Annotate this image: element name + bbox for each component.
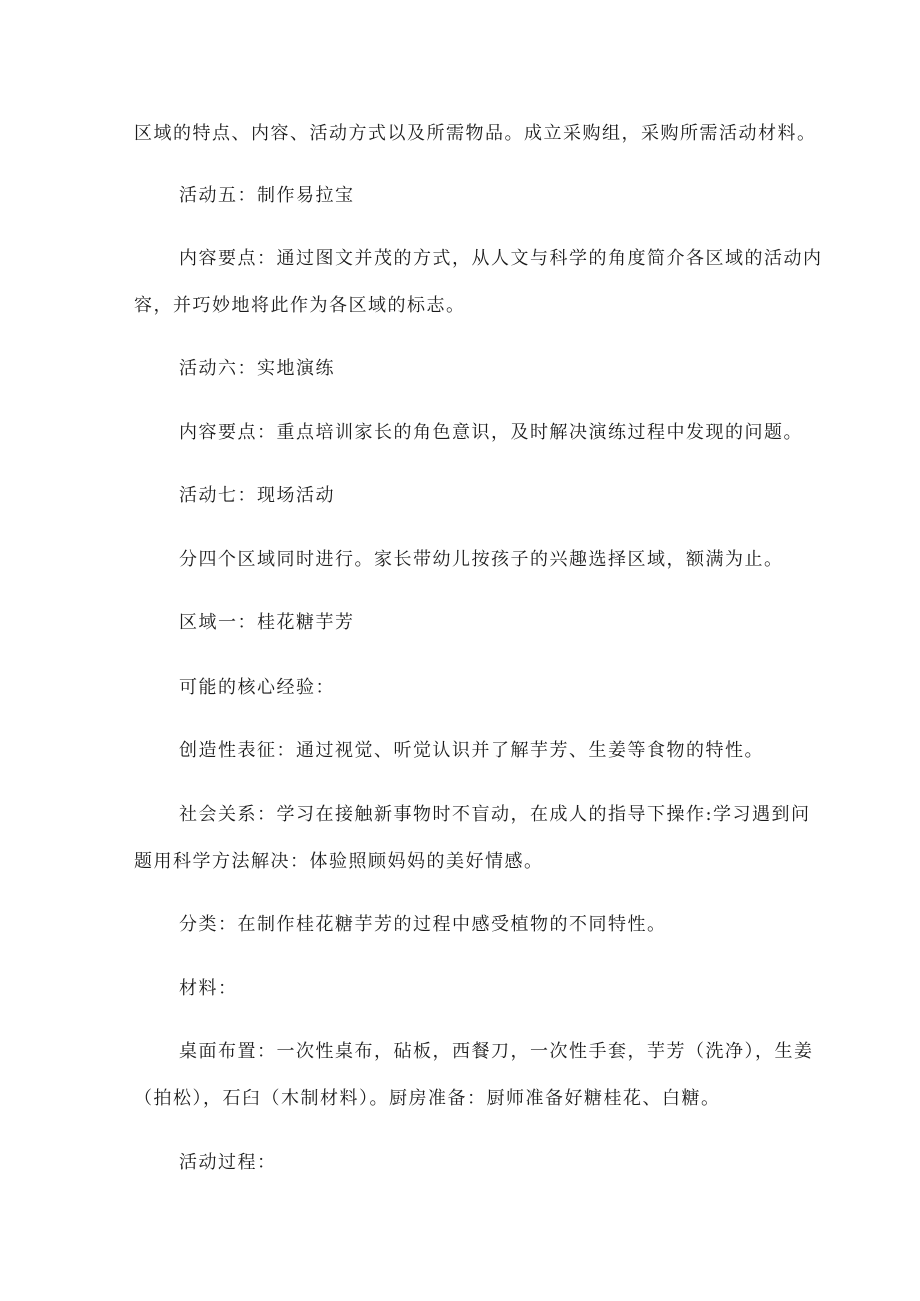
text-line: 创造性表征：通过视觉、听觉认识并了解芋芳、生姜等食物的特性。 (179, 740, 764, 761)
text-line: 内容要点：重点培训家长的角色意识，及时解决演练过程中发现的问题。 (179, 422, 803, 443)
text-line: 内容要点：通过图文并茂的方式，从人文与科学的角度简介各区域的活动内 (179, 248, 823, 269)
text-line: 材料： (179, 978, 238, 999)
region-heading: 区域一：桂花糖芋芳 (179, 612, 355, 633)
text-line: 容，并巧妙地将此作为各区域的标志。 (134, 295, 466, 316)
text-line: 活动过程： (179, 1152, 277, 1173)
text-line: 区域的特点、内容、活动方式以及所需物品。成立采购组，采购所需活动材料。 (134, 123, 817, 144)
activity-heading: 活动七：现场活动 (179, 485, 335, 506)
text-line: 桌面布置：一次性桌布，砧板，西餐刀，一次性手套，芋芳（洗净），生姜 (179, 1041, 814, 1062)
activity-heading: 活动五：制作易拉宝 (179, 185, 355, 206)
text-line: 分四个区域同时进行。家长带幼儿按孩子的兴趣选择区域，额满为止。 (179, 549, 784, 570)
text-line: 可能的核心经验： (179, 677, 335, 698)
text-line: 题用科学方法解决：体验照顾妈妈的美好情感。 (134, 851, 544, 872)
text-line: 社会关系：学习在接触新事物时不盲动，在成人的指导下操作:学习遇到问 (179, 804, 811, 825)
text-line: 分类：在制作桂花糖芋芳的过程中感受植物的不同特性。 (179, 914, 667, 935)
activity-heading: 活动六：实地演练 (179, 358, 335, 379)
text-line: （拍松），石臼（木制材料）。厨房准备：厨师准备好糖桂花、白糖。 (134, 1088, 721, 1109)
